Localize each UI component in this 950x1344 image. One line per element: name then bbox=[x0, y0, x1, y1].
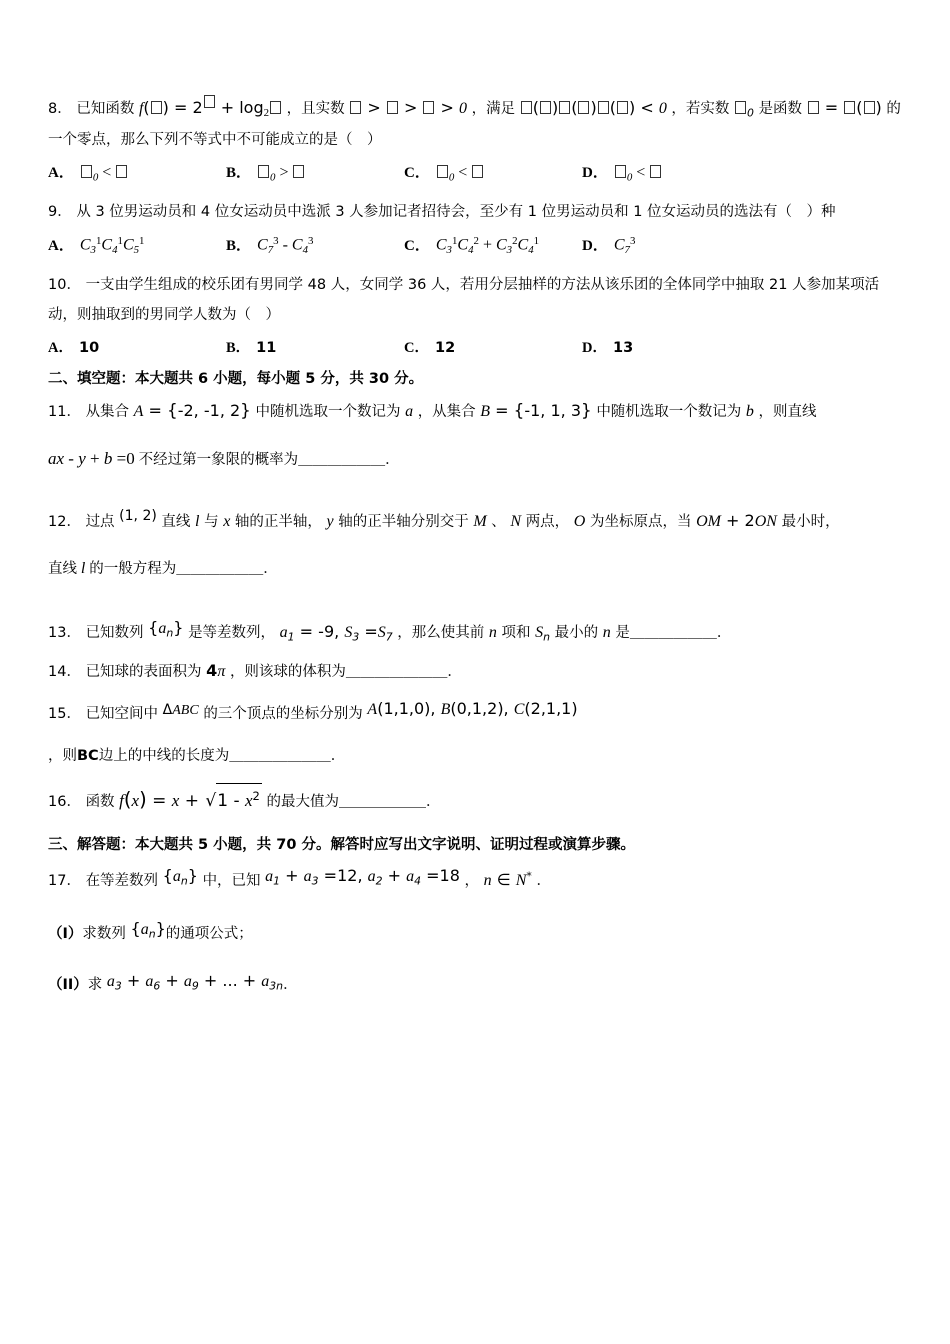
question-17-sub-1 bbox=[48, 913, 908, 949]
question-11-part-6: 不经过第一象限的概率为＿＿＿＿＿＿． bbox=[138, 451, 400, 468]
question-10-number: 10． bbox=[48, 277, 81, 294]
section-3-title: 三、解答题： bbox=[48, 837, 135, 854]
question-13-math-5: n bbox=[602, 624, 611, 642]
question-15-part-3: ，则 bbox=[48, 748, 77, 765]
question-13 bbox=[48, 612, 908, 648]
question-17-number: 17． bbox=[48, 873, 81, 890]
question-12-part-1: 过点 bbox=[85, 513, 115, 530]
question-8-formula-1: f( ) = $2 + \log_2$ bbox=[139, 98, 282, 117]
question-11 bbox=[48, 394, 908, 427]
question-12-math-9: l bbox=[80, 560, 86, 578]
question-8-formula-5: = ( ) bbox=[807, 98, 882, 117]
question-8-stem-2: ，且实数 bbox=[286, 101, 345, 117]
question-12: 12． 过点 (1, 2) 直线 l 与 x 轴的正半轴， y 轴的正半轴分别交于 M 、 N 两点， O 为坐标原点，当 OM + 2ON 最小时， bbox=[48, 507, 840, 530]
question-17-sub1-text2: 的通项公式； bbox=[165, 925, 253, 942]
question-17-sub2-math: $a_3 + a_6 + a_9$ + ... + $a_{3n}$ bbox=[106, 970, 284, 993]
question-14 bbox=[48, 655, 908, 687]
question-14-part-2: ，则该球的体积为＿＿＿＿＿＿＿． bbox=[229, 663, 462, 680]
section-2-header bbox=[48, 367, 908, 388]
question-17-math-2: $a_1 + a_3 =12$, $a_2 + a_4 =18$ bbox=[265, 866, 460, 888]
question-12-number: 12． bbox=[48, 513, 81, 530]
section-3-desc: 本大题共 5 小题，共 70 分。解答时应写出文字说明、证明过程或演算步骤。 bbox=[135, 837, 635, 854]
question-11-part-1: 从集合 bbox=[85, 404, 130, 421]
question-10-stem: 一支由学生组成的校乐团有男同学 48 人，女同学 36 人，若用分层抽样的方法从该乐团的全体同学中抽取 21 人参加某项活动，则抽取到的男同学人数为（ ） bbox=[48, 277, 880, 324]
option-8-B[interactable]: B． $_0$ > bbox=[226, 161, 404, 183]
question-14-math-1: 4π bbox=[206, 660, 226, 680]
question-10 bbox=[48, 270, 908, 330]
option-10-B[interactable]: B． 11 bbox=[226, 340, 277, 357]
question-12-math-4: y bbox=[326, 512, 334, 530]
question-14-part-1: 已知球的表面积为 bbox=[85, 663, 202, 680]
question-11-part-2: 中随机选取一个数记为 bbox=[255, 404, 401, 421]
question-17-math-3: n ∈ N* bbox=[483, 869, 532, 890]
question-13-part-1: 已知数列 bbox=[85, 625, 144, 642]
question-11-math-3: B = {-1, 1, 3} bbox=[480, 400, 592, 421]
question-13-number: 13． bbox=[48, 625, 81, 642]
question-12-math-7: O bbox=[573, 512, 586, 530]
section-3-header bbox=[48, 833, 908, 854]
question-12-part-10: 的一般方程为＿＿＿＿＿＿． bbox=[89, 561, 278, 578]
option-8-A[interactable]: A． $_0$ < bbox=[48, 161, 226, 183]
question-12-math-6: N bbox=[510, 512, 522, 530]
question-11-part-5: ，则直线 bbox=[758, 404, 817, 421]
question-9 bbox=[48, 197, 908, 227]
question-8-options bbox=[48, 161, 908, 183]
question-15-part-2: 的三个顶点的坐标分别为 bbox=[203, 705, 363, 722]
question-8-stem-6: 的一个零点，那么下列不等式中不可能成立的是（ ） bbox=[48, 101, 901, 148]
question-12-part-2: 直线 bbox=[161, 513, 191, 530]
question-11-math-1: A = {-2, -1, 2} bbox=[133, 400, 251, 421]
question-13-part-4: 项和 bbox=[501, 625, 531, 642]
question-17-part-4: ． bbox=[536, 873, 551, 890]
question-12-part-5: 轴的正半轴分别交于 bbox=[338, 513, 469, 530]
question-8-stem-4: ，若实数 bbox=[671, 101, 730, 117]
question-16-part-2: 的最大值为＿＿＿＿＿＿． bbox=[266, 794, 441, 811]
question-9-stem: 从 3 位男运动员和 4 位女运动员中选派 3 人参加记者招待会，至少有 1 位男运动员和 1 位女运动员的选法有（ ）种 bbox=[76, 204, 836, 221]
question-12-math-8: OM + 2ON bbox=[696, 510, 777, 530]
question-16-part-1: 函数 bbox=[85, 794, 115, 811]
question-8-formula-4: 0 bbox=[734, 98, 754, 117]
question-13-math-2: $a_1 = -9$, $S_3 =S_7$ bbox=[279, 622, 393, 644]
question-12-part-6: 、 bbox=[491, 513, 506, 530]
question-8-stem-5: 是函数 bbox=[758, 101, 803, 117]
question-8-stem-1: 已知函数 bbox=[76, 101, 135, 117]
option-9-C[interactable]: C． $C_3^1C_4^2 + C_3^2C_4^1$ bbox=[404, 234, 540, 257]
question-12-math-1: (1, 2) bbox=[119, 507, 157, 524]
section-2-title: 二、填空题： bbox=[48, 371, 135, 388]
question-17-part-2: 中，已知 bbox=[202, 873, 261, 890]
question-15 bbox=[48, 693, 908, 729]
question-17-sub1-label: （I） bbox=[48, 925, 83, 942]
question-8-stem-3: ，满足 bbox=[471, 101, 516, 117]
question-15-math-1: ΔABC bbox=[162, 701, 199, 718]
question-15-number: 15． bbox=[48, 705, 81, 722]
option-9-B[interactable]: B． $C_7^3 - C_4^3$ bbox=[226, 234, 314, 257]
question-17-sub2-text1: 求 bbox=[87, 976, 103, 993]
section-2-desc: 本大题共 6 小题，每小题 5 分，共 30 分。 bbox=[135, 371, 424, 388]
question-8-number: 8． bbox=[48, 101, 72, 117]
option-9-A[interactable]: A． $C_3^1C_4^1C_5^1$ bbox=[48, 234, 145, 257]
question-8 bbox=[48, 92, 908, 155]
question-17-math-1: $\{a_n\}$ bbox=[162, 866, 198, 888]
question-9-number: 9． bbox=[48, 204, 72, 221]
option-10-C[interactable]: C． 12 bbox=[404, 340, 456, 357]
question-17-part-1: 在等差数列 bbox=[85, 873, 159, 890]
question-15-part-1: 已知空间中 bbox=[85, 705, 159, 722]
question-11-part-4: 中随机选取一个数记为 bbox=[596, 404, 742, 421]
question-11-math-4: b bbox=[745, 403, 754, 421]
question-12-part-7: 两点， bbox=[525, 513, 570, 530]
page-content bbox=[48, 92, 908, 1006]
question-12-part-3: 与 bbox=[204, 513, 219, 530]
option-10-D[interactable]: D． 13 bbox=[582, 340, 634, 357]
question-11-math-5: ax - y + b =0 bbox=[48, 448, 135, 468]
question-17-sub2-label: （II） bbox=[48, 976, 88, 993]
question-13-math-4: $S_n$ bbox=[535, 624, 550, 644]
question-17-part-3: ， bbox=[464, 873, 480, 890]
question-12-line2: 直线 l 的一般方程为＿＿＿＿＿＿． bbox=[48, 560, 278, 578]
question-15-part-4: 边上的中线的长度为＿＿＿＿＿＿＿． bbox=[98, 748, 346, 765]
question-15-math-3: BC bbox=[77, 748, 99, 765]
question-16-math-1: $f(x) = x + √1 - x^2$ bbox=[119, 791, 262, 811]
question-16 bbox=[48, 781, 908, 819]
option-8-C[interactable]: C． $_0$ < bbox=[404, 161, 582, 183]
question-13-part-5: 最小的 bbox=[554, 625, 599, 642]
question-12-math-5: M bbox=[473, 512, 487, 530]
question-15-line2 bbox=[48, 741, 908, 771]
question-14-number: 14． bbox=[48, 663, 81, 680]
question-17-sub1-text1: 求数列 bbox=[82, 925, 126, 942]
question-8-formula-2: > > > 0 bbox=[349, 98, 467, 117]
option-8-D[interactable]: D． $_0$ < bbox=[582, 161, 662, 183]
option-9-D[interactable]: D． $C_7^3$ bbox=[582, 234, 636, 257]
question-11-math-2: a bbox=[405, 403, 414, 421]
question-13-part-2: 是等差数列， bbox=[188, 625, 276, 642]
question-12-math-2: l bbox=[195, 512, 200, 530]
question-17-sub1-math: $\{a_n\}$ bbox=[130, 918, 166, 941]
question-11-part-3: ，从集合 bbox=[417, 404, 476, 421]
question-13-part-3: ，那么使其前 bbox=[397, 625, 485, 642]
question-9-options bbox=[48, 234, 908, 256]
question-17 bbox=[48, 860, 908, 896]
question-12-part-8: 为坐标原点，当 bbox=[589, 513, 692, 530]
question-13-math-3: n bbox=[488, 624, 497, 642]
question-15-math-2: A(1,1,0), B(0,1,2), C(2,1,1) bbox=[367, 698, 578, 718]
question-12-math-3: x bbox=[223, 512, 231, 530]
question-10-options bbox=[48, 336, 908, 357]
question-8-formula-3: ( ) ( ) ( ) < 0 bbox=[520, 98, 667, 117]
question-12-part-4: 轴的正半轴， bbox=[234, 513, 322, 530]
question-17-sub-2 bbox=[48, 965, 908, 1000]
question-13-math-1: $\{a_n\}$ bbox=[148, 618, 184, 640]
question-11-line2 bbox=[48, 442, 908, 475]
option-10-A[interactable]: A． 10 bbox=[48, 340, 100, 357]
question-13-part-6: 是＿＿＿＿＿＿． bbox=[615, 625, 732, 642]
question-17-sub2-text2: ． bbox=[283, 976, 298, 993]
question-11-number: 11． bbox=[48, 404, 81, 421]
question-16-number: 16． bbox=[48, 794, 81, 811]
